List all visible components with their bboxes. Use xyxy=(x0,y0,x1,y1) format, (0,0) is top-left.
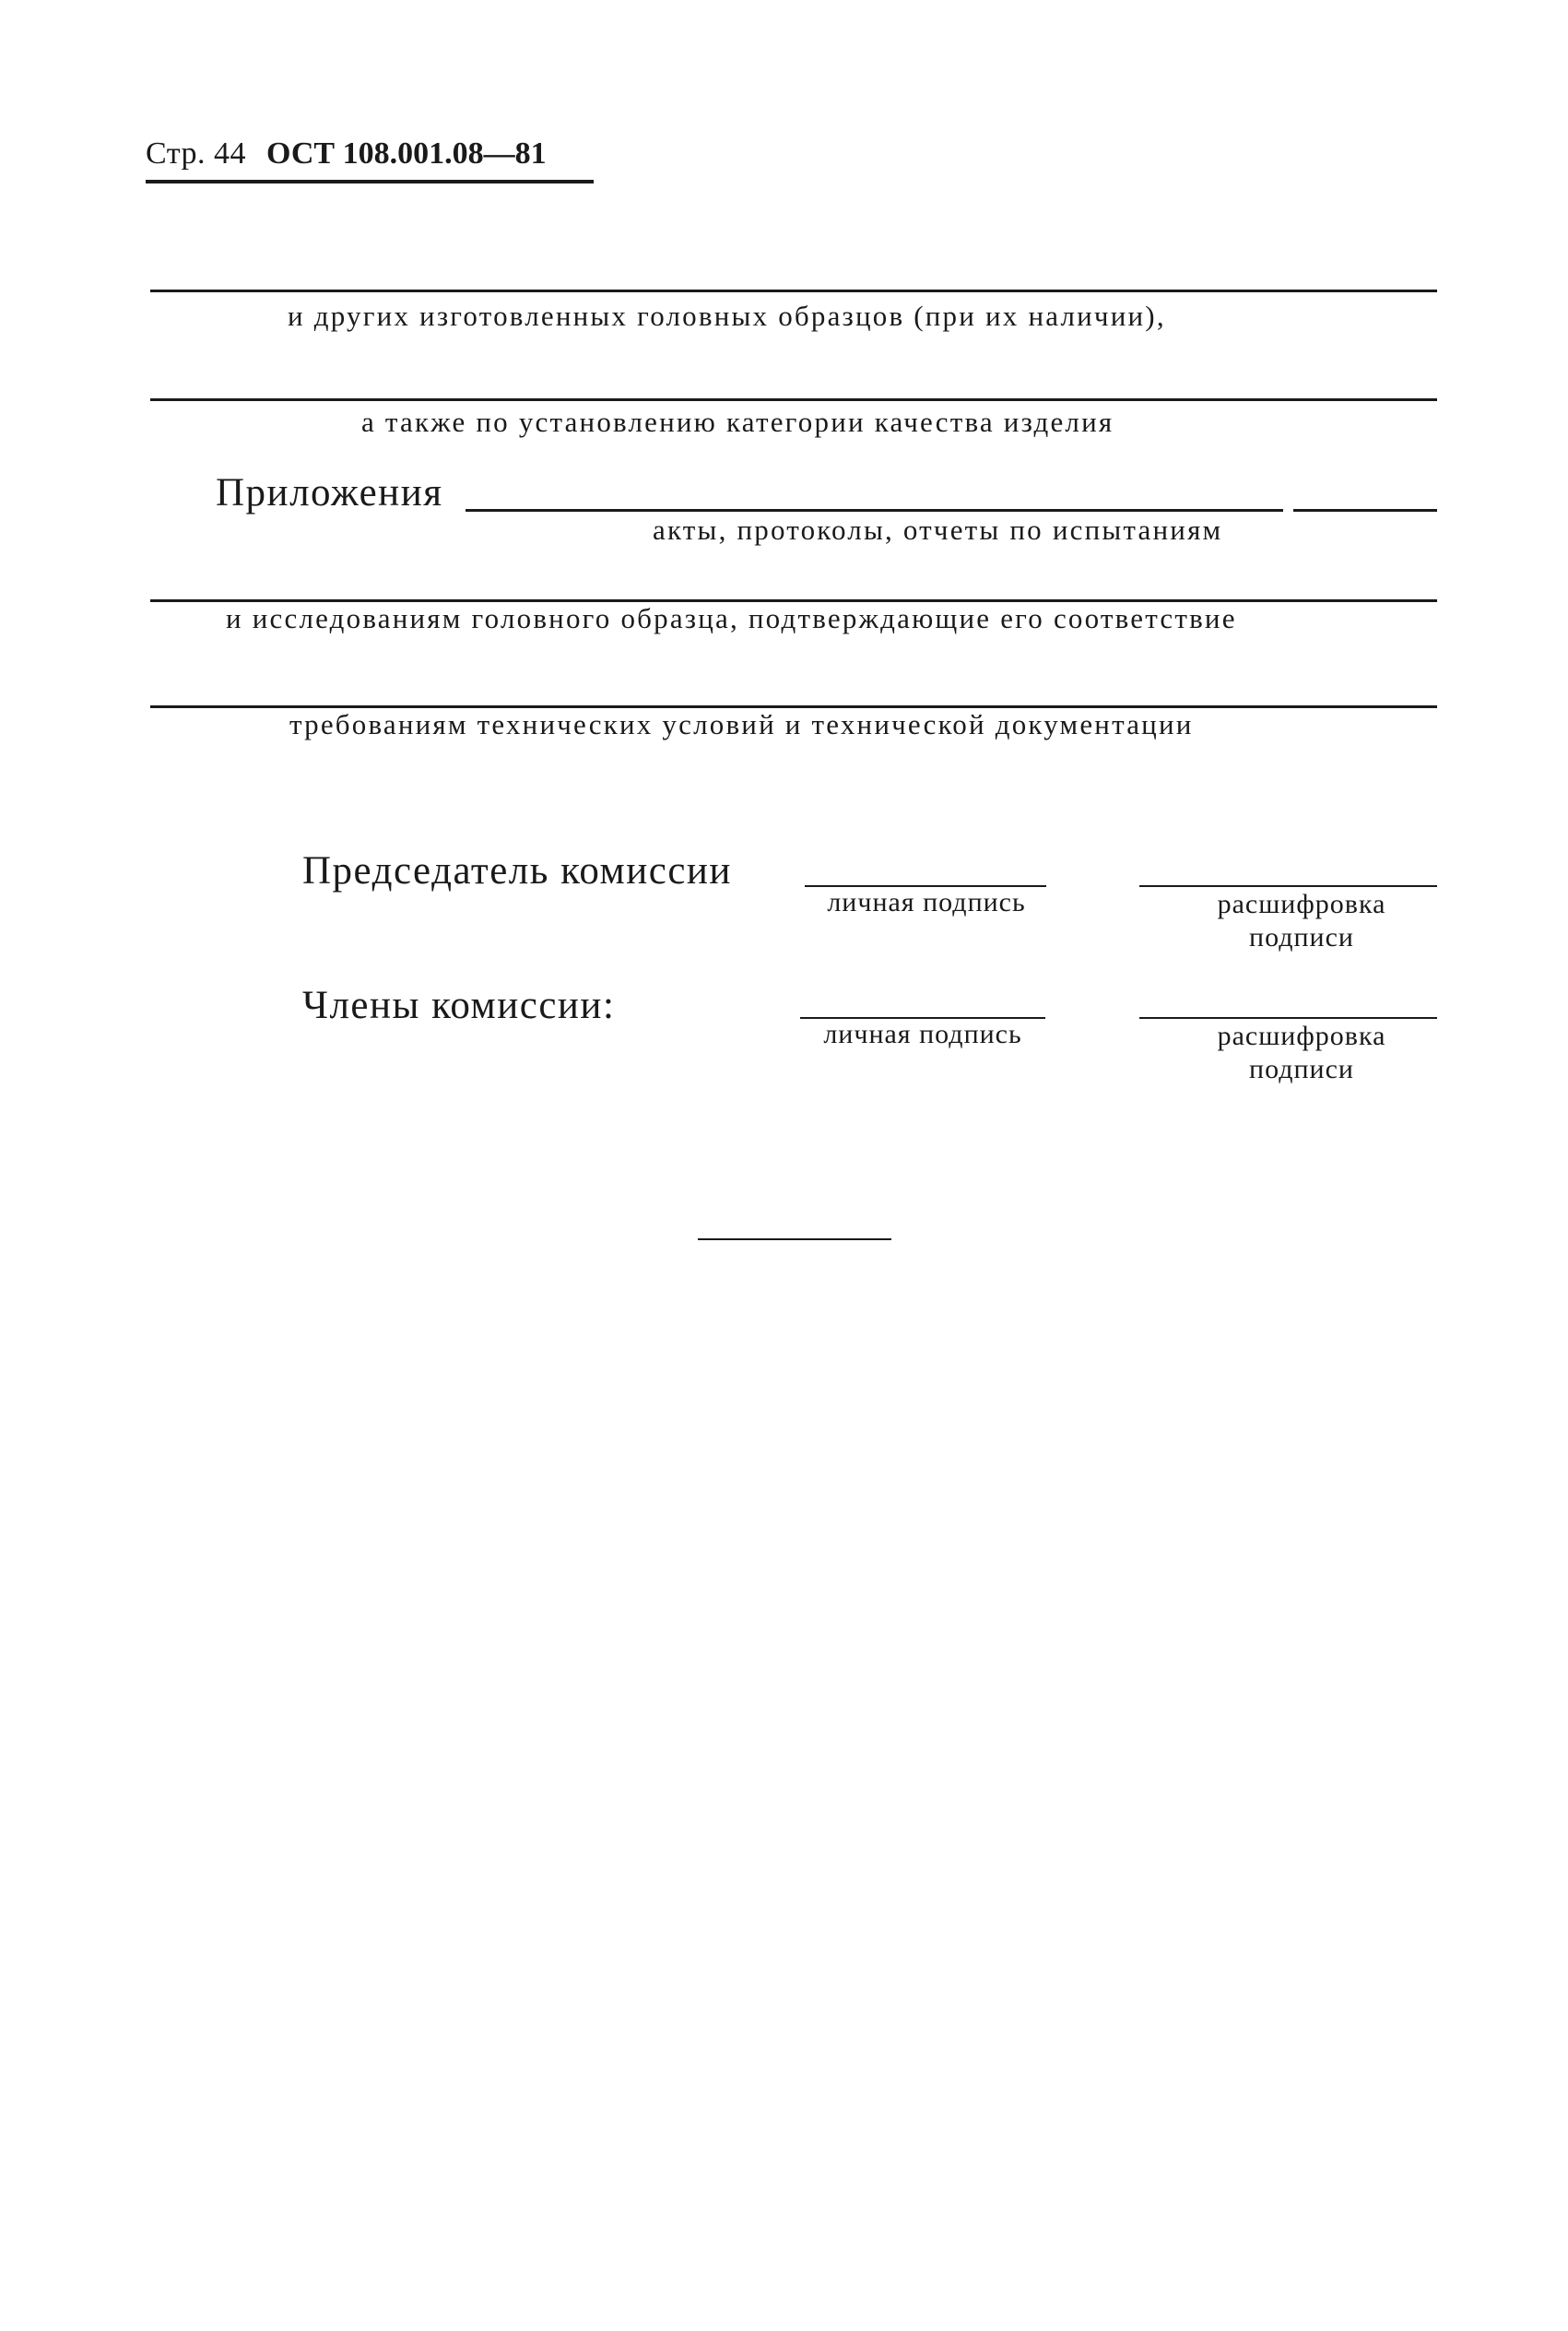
appendix-fill-line xyxy=(466,509,1283,512)
members-decoding-caption-2: подписи xyxy=(1249,1054,1354,1084)
appendix-caption: акты, протоколы, отчеты по испытаниям xyxy=(653,514,1223,546)
chairman-label: Председатель комиссии xyxy=(302,849,732,893)
members-decoding-caption-1: расшифровка xyxy=(1217,1021,1386,1051)
fill-caption-2: а также по установлению категории качества изделия xyxy=(361,406,1114,438)
chairman-decoding-caption-2: подписи xyxy=(1249,922,1354,953)
fill-caption-5: требованиям технических условий и технической документации xyxy=(289,708,1194,740)
appendix-label: Приложения xyxy=(216,471,443,515)
fill-caption-1: и других изготовленных головных образцов (при их наличии), xyxy=(288,300,1166,332)
chairman-signature-caption: личная подпись xyxy=(827,887,1026,917)
standard-code: ОСТ 108.001.08—81 xyxy=(266,136,547,171)
fill-caption-4: и исследованиям головного образца, подтверждающие его соответствие xyxy=(226,602,1237,634)
fill-line-1 xyxy=(150,290,1437,292)
header-underline xyxy=(146,180,594,183)
appendix-fill-line-right xyxy=(1293,509,1437,512)
members-signature-caption: личная подпись xyxy=(823,1019,1022,1049)
chairman-decoding-caption-1: расшифровка xyxy=(1217,889,1386,919)
fill-line-2 xyxy=(150,398,1437,401)
chairman-decoding-line xyxy=(1139,885,1437,887)
members-decoding-line xyxy=(1139,1017,1437,1019)
page-header xyxy=(146,136,547,172)
members-label: Члены комиссии: xyxy=(302,984,616,1027)
page-number: Стр. 44 xyxy=(146,136,247,171)
closing-rule xyxy=(698,1238,891,1240)
